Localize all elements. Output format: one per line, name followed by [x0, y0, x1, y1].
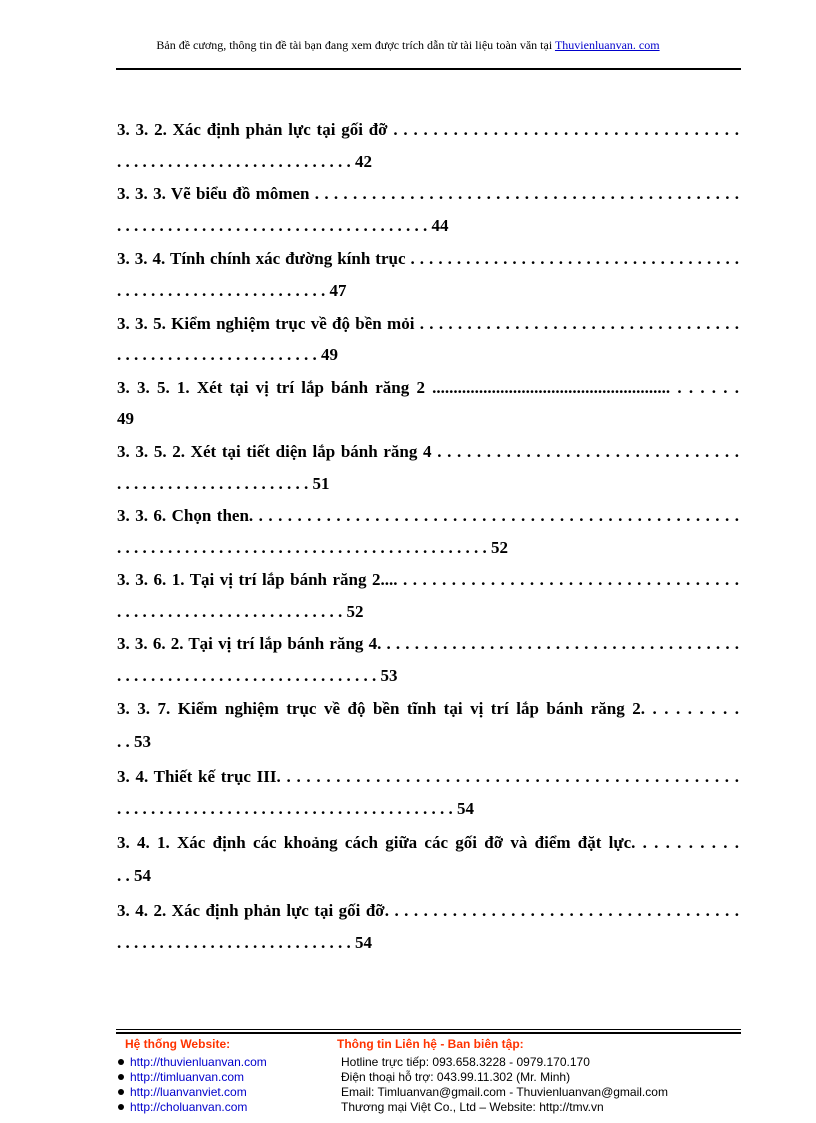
bullet-icon [118, 1074, 124, 1080]
toc-entry-3-3-4[interactable]: 3. 3. 4. Tính chính xác đường kính trục . . . . . . . . . . . . . . . . . . . . . . . . . . . . . . . . . . . . [117, 249, 739, 268]
list-item [116, 1070, 267, 1085]
toc-entry-3-3-3[interactable]: 3. 3. 3. Vẽ biểu đồ mômen . . . . . . . . . . . . . . . . . . . . . . . . . . . . . . . . . . . . . . . . . . . . . [117, 184, 739, 203]
toc-entry-3-4-2[interactable]: 3. 4. 2. Xác định phản lực tại gối đỡ. . . . . . . . . . . . . . . . . . . . . . . . . . . . . . . . . . . . . [117, 901, 739, 920]
toc-entry-3-3-7-page[interactable]: . . 53 [117, 732, 151, 751]
toc-entry-3-3-6-2-page[interactable]: . . . . . . . . . . . . . . . . . . . . . . . . . . . . . . . 53 [117, 666, 398, 685]
footer-websites-title: Hệ thống Website: [125, 1037, 231, 1051]
contact-hotline: Hotline trực tiếp: 093.658.3228 - 0979.170.170 [341, 1055, 590, 1069]
list-item [116, 1055, 267, 1070]
toc-entry-3-3-4-page[interactable]: . . . . . . . . . . . . . . . . . . . . . . . . . 47 [117, 281, 347, 300]
contact-phone: Điện thoại hỗ trợ: 043.99.11.302 (Mr. Minh) [341, 1070, 571, 1084]
list-item [116, 1100, 267, 1115]
website-link[interactable]: http://timluanvan.com [130, 1070, 245, 1084]
bullet-icon [118, 1104, 124, 1110]
toc-entry-3-3-2-page[interactable]: . . . . . . . . . . . . . . . . . . . . . . . . . . . . 42 [117, 152, 372, 171]
footer-website-list [116, 1055, 267, 1115]
header-text: Bản đề cương, thông tin đề tài bạn đang xem được trích dẫn từ tài liệu toàn văn tại [156, 38, 555, 52]
toc-entry-3-3-6[interactable]: 3. 3. 6. Chọn then. . . . . . . . . . . . . . . . . . . . . . . . . . . . . . . . . . . . . . . . . . . . . . . . . . . [117, 506, 739, 525]
website-link[interactable]: http://luanvanviet.com [130, 1085, 247, 1099]
toc-entry-3-3-5-1[interactable]: 3. 3. 5. 1. Xét tại vị trí lắp bánh răng 2 ........................................................ . . . . . . [117, 378, 739, 397]
header-source-link[interactable]: Thuvienluanvan. com [554, 38, 660, 52]
footer-contact-title: Thông tin Liên hệ - Ban biên tập: [337, 1037, 524, 1051]
toc-entry-3-4-1-page[interactable]: . . 54 [117, 866, 151, 885]
toc-entry-3-4[interactable]: 3. 4. Thiết kế trục III. . . . . . . . . . . . . . . . . . . . . . . . . . . . . . . . . . . . . . . . . . . . . . . [117, 767, 739, 786]
toc-entry-3-3-5-2[interactable]: 3. 3. 5. 2. Xét tại tiết diện lắp bánh răng 4 . . . . . . . . . . . . . . . . . . . . . . . . . . . . . . . [117, 442, 739, 461]
toc-entry-3-4-1[interactable]: 3. 4. 1. Xác định các khoảng cách giữa các gối đỡ và điểm đặt lực. . . . . . . . . . [117, 833, 739, 852]
toc-entry-3-3-5-page[interactable]: . . . . . . . . . . . . . . . . . . . . . . . . 49 [117, 345, 338, 364]
toc-entry-3-3-5-2-page[interactable]: . . . . . . . . . . . . . . . . . . . . . . . 51 [117, 474, 330, 493]
list-item [116, 1085, 267, 1100]
footer-divider-thick [116, 1032, 741, 1034]
bullet-icon [118, 1059, 124, 1065]
contact-email: Email: Timluanvan@gmail.com - Thuvienluanvan@gmail.com [341, 1085, 668, 1099]
toc-entry-3-3-7[interactable]: 3. 3. 7. Kiểm nghiệm trục về độ bền tĩnh tại vị trí lắp bánh răng 2. . . . . . . . . [117, 699, 739, 718]
toc-entry-3-3-3-page[interactable]: . . . . . . . . . . . . . . . . . . . . . . . . . . . . . . . . . . . . . 44 [117, 216, 449, 235]
bullet-icon [118, 1089, 124, 1095]
footer-contact-list [341, 1055, 668, 1115]
toc-entry-3-3-6-page[interactable]: . . . . . . . . . . . . . . . . . . . . . . . . . . . . . . . . . . . . . . . . . . . . 52 [117, 538, 508, 557]
toc-entry-3-3-5[interactable]: 3. 3. 5. Kiểm nghiệm trục về độ bền mỏi . . . . . . . . . . . . . . . . . . . . . . . . . . . . . . . . . . [117, 314, 739, 333]
page-header [0, 38, 816, 53]
toc-entry-3-4-page[interactable]: . . . . . . . . . . . . . . . . . . . . . . . . . . . . . . . . . . . . . . . . 54 [117, 799, 474, 818]
toc-entry-3-3-6-1[interactable]: 3. 3. 6. 1. Tại vị trí lắp bánh răng 2.... . . . . . . . . . . . . . . . . . . . . . . . . . . . . . . . . . . . [117, 570, 739, 589]
header-divider [116, 68, 741, 70]
footer-divider-thin [116, 1029, 741, 1030]
website-link[interactable]: http://choluanvan.com [130, 1100, 248, 1114]
toc-entry-3-3-6-1-page[interactable]: . . . . . . . . . . . . . . . . . . . . . . . . . . . 52 [117, 602, 364, 621]
toc-entry-3-3-2[interactable]: 3. 3. 2. Xác định phản lực tại gối đỡ . . . . . . . . . . . . . . . . . . . . . . . . . . . . . . . . . . . [117, 120, 739, 139]
toc-entry-3-3-6-2[interactable]: 3. 3. 6. 2. Tại vị trí lắp bánh răng 4. . . . . . . . . . . . . . . . . . . . . . . . . . . . . . . . . . . . . . . [117, 634, 739, 653]
toc-entry-3-4-2-page[interactable]: . . . . . . . . . . . . . . . . . . . . . . . . . . . . 54 [117, 933, 372, 952]
website-link[interactable]: http://thuvienluanvan.com [130, 1055, 267, 1069]
contact-company: Thương mại Việt Co., Ltd – Website: http://tmv.vn [341, 1100, 604, 1114]
toc-entry-3-3-5-1-page[interactable]: 49 [117, 409, 134, 428]
